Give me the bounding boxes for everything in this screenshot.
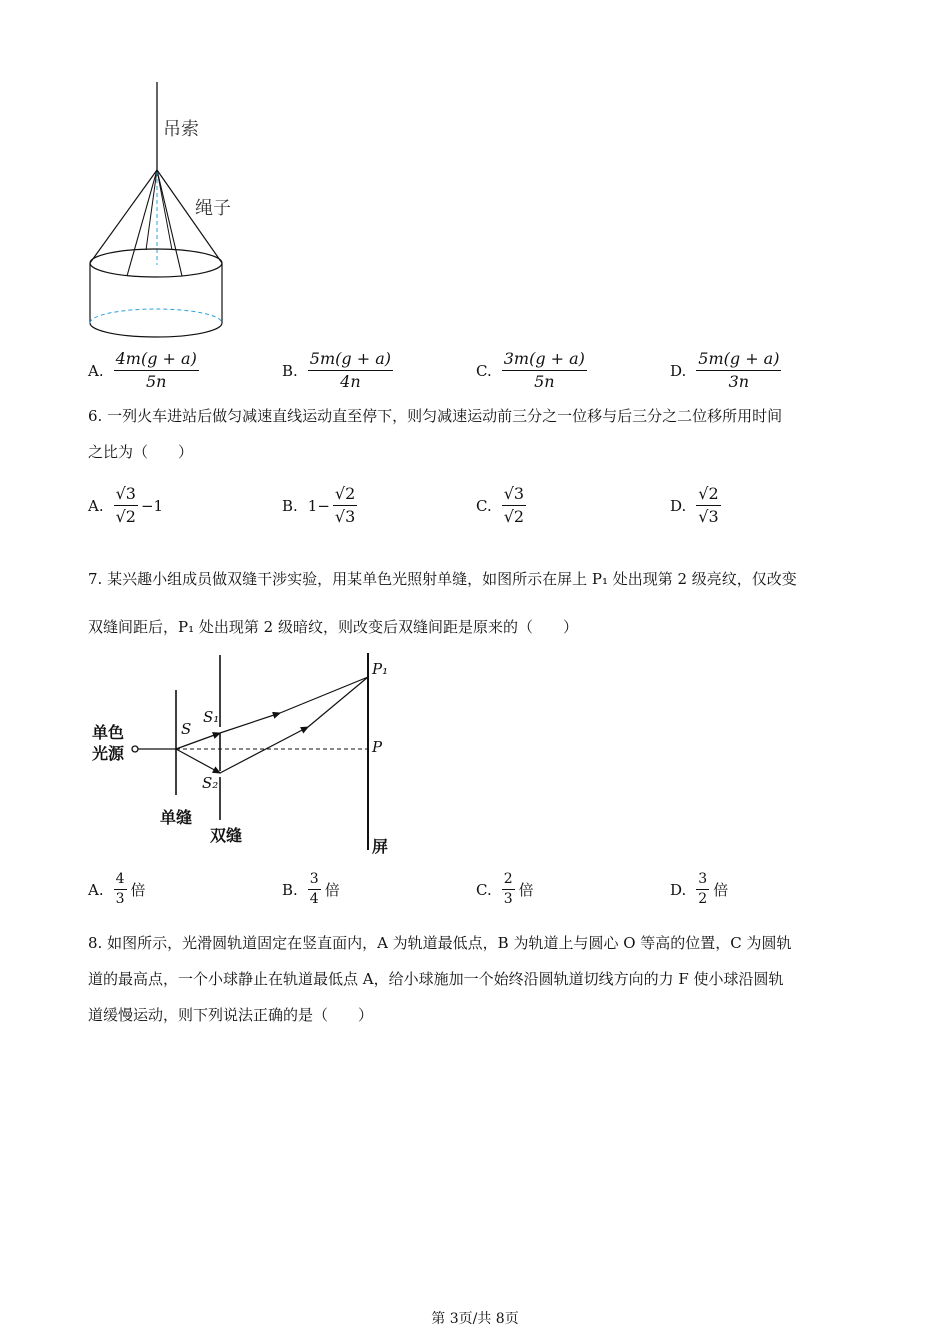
single-slit-label: 单缝 [160, 808, 193, 827]
q6-option-a[interactable]: A. $\frac{√3}{√2}$ −1 [88, 484, 164, 526]
q5-option-a[interactable]: A. $\frac{4m(g + a)}{5n}$ [88, 349, 197, 391]
q7-stem-line2: 双缝间距后，P₁ 处出现第 2 级暗纹，则改变后双缝间距是原来的（ ） [88, 618, 578, 636]
q7-option-c[interactable]: C. $\frac{2}{3}$ 倍 [476, 871, 534, 907]
label-p1: P₁ [372, 660, 389, 678]
rope-label: 绳子 [195, 198, 231, 219]
label-p: P [372, 738, 383, 756]
q5-option-b[interactable]: B. $\frac{5m(g + a)}{4n}$ [282, 349, 391, 391]
q6-option-b[interactable]: B. 1− $\frac{√2}{√3}$ [282, 484, 356, 526]
label-s1: S₁ [203, 708, 220, 726]
label-s2: S₂ [202, 774, 219, 792]
double-slit-label: 双缝 [210, 826, 243, 845]
q8-stem-line2: 道的最高点，一个小球静止在轨道最低点 A，给小球施加一个始终沿圆轨道切线方向的力 F 使小球沿圆轨 [88, 970, 784, 988]
q7-option-d[interactable]: D. $\frac{3}{2}$ 倍 [670, 871, 729, 907]
q6-stem-line1: 6. 一列火车进站后做匀减速直线运动直至停下，则匀减速运动前三分之一位移与后三分之二位移所用时间 [88, 407, 783, 425]
q8-stem [88, 925, 868, 1033]
screen-label: 屏 [372, 837, 389, 856]
q6-stem [88, 398, 868, 470]
q8-stem-line3: 道缓慢运动，则下列说法正确的是（ ） [88, 1006, 374, 1024]
q7-stem [88, 555, 868, 651]
q6-option-c[interactable]: C. $\frac{√3}{√2}$ [476, 484, 525, 526]
q7-option-b[interactable]: B. $\frac{3}{4}$ 倍 [282, 871, 340, 907]
light-source-label-2: 光源 [92, 744, 125, 763]
q5-option-d[interactable]: D. $\frac{5m(g + a)}{3n}$ [670, 349, 780, 391]
q7-stem-line1: 7. 某兴趣小组成员做双缝干涉实验，用某单色光照射单缝，如图所示在屏上 P₁ 处出现第 2 级亮纹，仅改变 [88, 570, 797, 588]
label-s: S [181, 720, 192, 738]
light-source-label-1: 单色 [92, 723, 125, 742]
q6-option-d[interactable]: D. $\frac{√2}{√3}$ [670, 484, 719, 526]
q6-stem-line2: 之比为（ ） [88, 443, 194, 461]
q7-option-a[interactable]: A. $\frac{4}{3}$ 倍 [88, 871, 146, 907]
cable-label: 吊索 [163, 119, 199, 140]
page-footer: 第 3页/共 8页 [431, 1311, 519, 1327]
q5-option-c[interactable]: C. $\frac{3m(g + a)}{5n}$ [476, 349, 585, 391]
q8-stem-line1: 8. 如图所示，光滑圆轨道固定在竖直面内，A 为轨道最低点，B 为轨道上与圆心 O 等高的位置，C 为圆轨 [88, 934, 792, 952]
